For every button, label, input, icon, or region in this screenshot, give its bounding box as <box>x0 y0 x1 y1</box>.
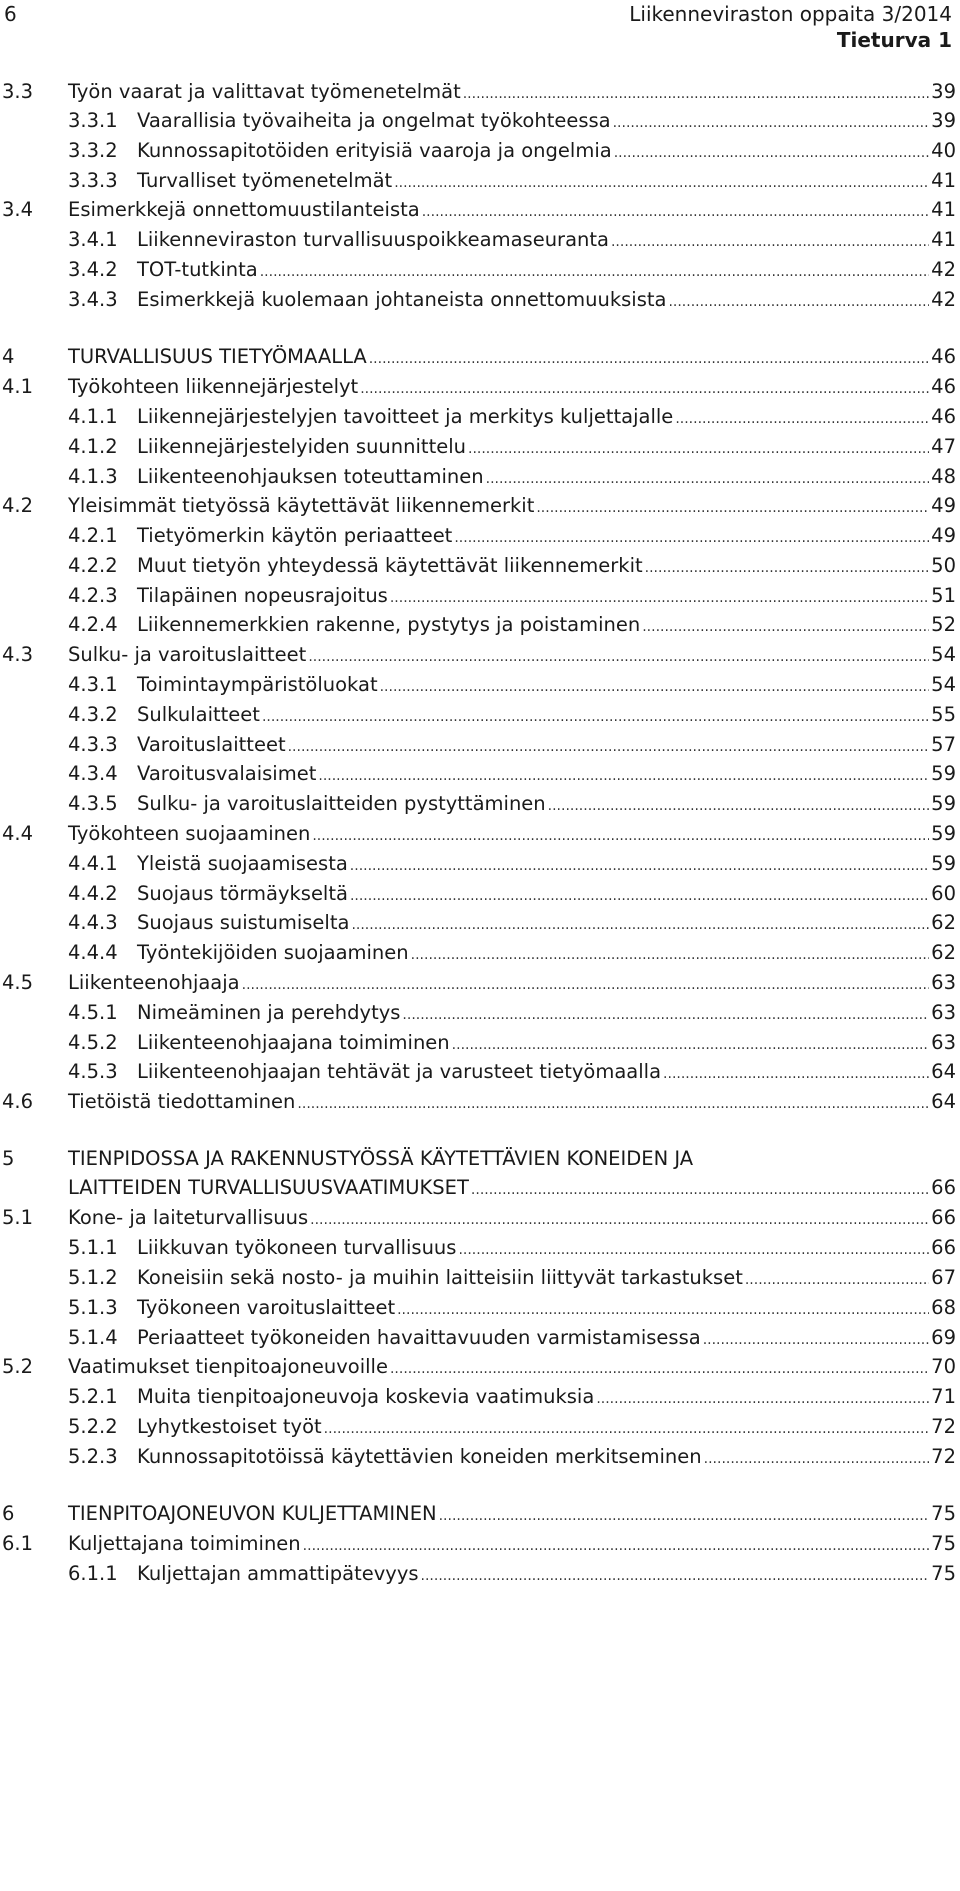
dot-leader <box>452 1037 930 1053</box>
toc-number: 4.4 <box>2 822 34 845</box>
toc-number: 6 <box>2 1502 15 1525</box>
dot-leader <box>468 441 929 457</box>
toc-entry <box>0 345 960 375</box>
toc-title: Sulku- ja varoituslaitteiden pystyttäminen <box>137 792 546 815</box>
dot-leader <box>411 947 930 963</box>
toc-title: Kunnossapitotöiden erityisiä vaaroja ja ongelmia <box>137 139 612 162</box>
dot-leader <box>663 1066 929 1082</box>
toc-title: Nimeäminen ja perehdytys <box>137 1001 401 1024</box>
toc-title: Kone- ja laiteturvallisuus <box>68 1206 309 1229</box>
toc-entry <box>0 762 960 792</box>
toc-page-number: 71 <box>931 1385 956 1408</box>
toc-entry <box>0 494 960 524</box>
toc-entry <box>0 288 960 318</box>
dot-leader <box>312 828 929 844</box>
toc-entry <box>0 1385 960 1415</box>
dot-leader <box>548 798 930 814</box>
dot-leader <box>536 500 929 516</box>
toc-title: Liikenteenohjaajan tehtävät ja varusteet tietyömaalla <box>137 1060 662 1083</box>
dot-leader <box>308 649 929 665</box>
toc-title: Työkohteen suojaaminen <box>68 822 311 845</box>
toc-title: Koneisiin sekä nosto- ja muihin laitteisiin liittyvät tarkastukset <box>137 1266 743 1289</box>
dot-leader <box>350 858 929 874</box>
dot-leader <box>463 86 929 102</box>
toc-page-number: 63 <box>931 971 956 994</box>
toc-entry <box>0 375 960 405</box>
dot-leader <box>642 619 929 635</box>
toc-title: Työkoneen varoituslaitteet <box>137 1296 396 1319</box>
toc-number: 4.5.2 <box>68 1031 118 1054</box>
toc-title: Työkohteen liikennejärjestelyt <box>68 375 359 398</box>
toc-number: 5.2.1 <box>68 1385 118 1408</box>
toc-number: 3.3.1 <box>68 109 118 132</box>
toc-entry <box>0 1001 960 1031</box>
toc-title: Kunnossapitotöissä käytettävien koneiden merkitseminen <box>137 1445 702 1468</box>
toc-title: Liikenteenohjauksen toteuttaminen <box>137 465 484 488</box>
toc-page-number: 75 <box>931 1532 956 1555</box>
toc-number: 3.4.2 <box>68 258 118 281</box>
toc-page-number: 64 <box>931 1060 956 1083</box>
dot-leader <box>262 709 929 725</box>
toc-title: Kuljettajan ammattipätevyys <box>137 1562 419 1585</box>
toc-title: TURVALLISUUS TIETYÖMAALLA <box>68 345 367 368</box>
toc-entry <box>0 911 960 941</box>
toc-number: 3.4 <box>2 198 34 221</box>
toc-title: Muita tienpitoajoneuvoja koskevia vaatimuksia <box>137 1385 595 1408</box>
toc-page-number: 62 <box>931 911 956 934</box>
toc-number: 3.3 <box>2 80 34 103</box>
toc-entry <box>0 1060 960 1090</box>
dot-leader <box>668 294 929 310</box>
toc-title: Sulkulaitteet <box>137 703 260 726</box>
toc-entry <box>0 80 960 110</box>
toc-title: Vaarallisia työvaiheita ja ongelmat työkohteessa <box>137 109 611 132</box>
toc-number: 4.4.1 <box>68 852 118 875</box>
toc-page-number: 75 <box>931 1502 956 1525</box>
publication-title: Liikenneviraston oppaita 3/2014 <box>629 2 952 26</box>
dot-leader <box>675 411 929 427</box>
toc-title: Toimintaympäristöluokat <box>137 673 378 696</box>
toc-entry <box>0 1326 960 1356</box>
toc-entry <box>0 613 960 643</box>
toc-number: 4.3.3 <box>68 733 118 756</box>
toc-number: 5 <box>2 1147 15 1170</box>
toc-title: Liikenneviraston turvallisuuspoikkeamaseuranta <box>137 228 609 251</box>
toc-page-number: 60 <box>931 882 956 905</box>
toc-page-number: 59 <box>931 762 956 785</box>
toc-entry <box>0 198 960 228</box>
toc-title: Sulku- ja varoituslaitteet <box>68 643 307 666</box>
toc-page-number: 66 <box>931 1206 956 1229</box>
toc-number: 4.2.2 <box>68 554 118 577</box>
dot-leader <box>439 1508 930 1524</box>
toc-number: 4.3.5 <box>68 792 118 815</box>
toc-page-number: 63 <box>931 1031 956 1054</box>
toc-number: 4.5.3 <box>68 1060 118 1083</box>
toc-page-number: 42 <box>931 288 956 311</box>
toc-number: 4.2 <box>2 494 34 517</box>
toc-entry <box>0 1415 960 1445</box>
dot-leader <box>704 1451 930 1467</box>
toc-title: Esimerkkejä onnettomuustilanteista <box>68 198 420 221</box>
toc-page-number: 49 <box>931 494 956 517</box>
toc-page-number: 70 <box>931 1355 956 1378</box>
toc-number: 4.3.2 <box>68 703 118 726</box>
toc-title: Tietöistä tiedottaminen <box>68 1090 296 1113</box>
toc-number: 4.4.2 <box>68 882 118 905</box>
toc-title: TIENPITOAJONEUVON KULJETTAMINEN <box>68 1502 437 1525</box>
dot-leader <box>614 145 929 161</box>
toc-title: Tilapäinen nopeusrajoitus <box>137 584 388 607</box>
dot-leader <box>471 1182 929 1198</box>
toc-page-number: 64 <box>931 1090 956 1113</box>
dot-leader <box>369 351 929 367</box>
toc-title: Liikennejärjestelyjen tavoitteet ja merkitys kuljettajalle <box>137 405 674 428</box>
toc-title: Suojaus suistumiselta <box>137 911 350 934</box>
toc-entry <box>0 822 960 852</box>
toc-page-number: 59 <box>931 822 956 845</box>
toc-number: 4.1.2 <box>68 435 118 458</box>
toc-page-number: 49 <box>931 524 956 547</box>
toc-number: 4.3.4 <box>68 762 118 785</box>
toc-number: 3.4.1 <box>68 228 118 251</box>
toc-entry <box>0 971 960 1001</box>
toc-title: Yleistä suojaamisesta <box>137 852 348 875</box>
toc-page-number: 68 <box>931 1296 956 1319</box>
toc-page-number: 48 <box>931 465 956 488</box>
toc-entry <box>0 1532 960 1562</box>
toc-page-number: 62 <box>931 941 956 964</box>
toc-page-number: 46 <box>931 345 956 368</box>
toc-page-number: 59 <box>931 852 956 875</box>
toc-entry <box>0 941 960 971</box>
toc-entry <box>0 1206 960 1236</box>
toc-entry <box>0 139 960 169</box>
dot-leader <box>350 888 929 904</box>
dot-leader <box>596 1391 929 1407</box>
toc-entry <box>0 258 960 288</box>
toc-entry <box>0 584 960 614</box>
toc-title: Suojaus törmäykseltä <box>137 882 348 905</box>
toc-entry <box>0 852 960 882</box>
toc-entry <box>0 1176 960 1206</box>
toc-page-number: 66 <box>931 1176 956 1199</box>
dot-leader <box>613 115 930 131</box>
toc-page-number: 42 <box>931 258 956 281</box>
toc-number: 5.1.3 <box>68 1296 118 1319</box>
toc-number: 4.2.4 <box>68 613 118 636</box>
toc-number: 4.5 <box>2 971 34 994</box>
dot-leader <box>380 679 930 695</box>
toc-entry <box>0 405 960 435</box>
toc-title: Liikenteenohjaaja <box>68 971 240 994</box>
toc-number: 4.6 <box>2 1090 34 1113</box>
toc-title: Turvalliset työmenetelmät <box>137 169 393 192</box>
toc-page-number: 41 <box>931 169 956 192</box>
toc-entry <box>0 1031 960 1061</box>
toc-entry <box>0 524 960 554</box>
toc-page-number: 40 <box>931 139 956 162</box>
toc-entry <box>0 1355 960 1385</box>
toc-entry <box>0 703 960 733</box>
toc-entry <box>0 1445 960 1475</box>
toc-title: Työn vaarat ja valittavat työmenetelmät <box>68 80 461 103</box>
toc-page-number: 69 <box>931 1326 956 1349</box>
toc-page-number: 41 <box>931 228 956 251</box>
toc-entry <box>0 1266 960 1296</box>
toc-page-number: 57 <box>931 733 956 756</box>
toc-page-number: 46 <box>931 405 956 428</box>
toc-title: Liikennejärjestelyiden suunnittelu <box>137 435 466 458</box>
toc-page-number: 59 <box>931 792 956 815</box>
dot-leader <box>454 530 929 546</box>
dot-leader <box>458 1242 929 1258</box>
toc-title: TIENPIDOSSA JA RAKENNUSTYÖSSÄ KÄYTETTÄVIEN KONEIDEN JA <box>68 1147 694 1170</box>
toc-number: 4.3 <box>2 643 34 666</box>
dot-leader <box>421 1568 930 1584</box>
dot-leader <box>486 471 930 487</box>
toc-number: 5.1.2 <box>68 1266 118 1289</box>
toc-page-number: 51 <box>931 584 956 607</box>
toc-page-number: 63 <box>931 1001 956 1024</box>
toc-title: Kuljettajana toimiminen <box>68 1532 301 1555</box>
toc-entry <box>0 673 960 703</box>
toc-entry <box>0 1562 960 1592</box>
page-number: 6 <box>4 2 17 26</box>
toc-page-number: 54 <box>931 643 956 666</box>
toc-title: Periaatteet työkoneiden havaittavuuden varmistamisessa <box>137 1326 701 1349</box>
dot-leader <box>397 1302 929 1318</box>
toc-number: 4 <box>2 345 15 368</box>
toc-page-number: 52 <box>931 613 956 636</box>
publication-subtitle: Tieturva 1 <box>836 28 952 52</box>
toc-entry <box>0 169 960 199</box>
toc-number: 5.2 <box>2 1355 34 1378</box>
toc-title: Työntekijöiden suojaaminen <box>137 941 409 964</box>
toc-number: 5.1 <box>2 1206 34 1229</box>
dot-leader <box>645 560 930 576</box>
toc-page-number: 50 <box>931 554 956 577</box>
toc-title: TOT-tutkinta <box>137 258 258 281</box>
dot-leader <box>422 204 929 220</box>
toc-number: 4.4.3 <box>68 911 118 934</box>
toc-page-number: 39 <box>931 80 956 103</box>
toc-number: 4.1 <box>2 375 34 398</box>
toc-entry <box>0 465 960 495</box>
toc-title: Tietyömerkin käytön periaatteet <box>137 524 453 547</box>
toc-title: Yleisimmät tietyössä käytettävät liikennemerkit <box>68 494 535 517</box>
toc-title: Varoituslaitteet <box>137 733 286 756</box>
toc-entry <box>0 1147 960 1177</box>
toc-number: 4.3.1 <box>68 673 118 696</box>
dot-leader <box>351 917 929 933</box>
dot-leader <box>703 1332 929 1348</box>
toc-number: 4.4.4 <box>68 941 118 964</box>
toc-title: Liikennemerkkien rakenne, pystytys ja poistaminen <box>137 613 641 636</box>
toc-page-number: 75 <box>931 1562 956 1585</box>
toc-number: 5.1.4 <box>68 1326 118 1349</box>
dot-leader <box>260 264 929 280</box>
toc-title: Varoitusvalaisimet <box>137 762 317 785</box>
toc-number: 3.4.3 <box>68 288 118 311</box>
dot-leader <box>390 590 929 606</box>
toc-number: 6.1.1 <box>68 1562 118 1585</box>
toc-number: 4.1.1 <box>68 405 118 428</box>
toc-number: 3.3.2 <box>68 139 118 162</box>
toc-page-number: 39 <box>931 109 956 132</box>
toc-number: 3.3.3 <box>68 169 118 192</box>
toc-number: 4.2.1 <box>68 524 118 547</box>
dot-leader <box>611 234 929 250</box>
dot-leader <box>394 175 929 191</box>
toc-number: 5.2.3 <box>68 1445 118 1468</box>
dot-leader <box>318 768 929 784</box>
toc-number: 4.2.3 <box>68 584 118 607</box>
dot-leader <box>360 381 929 397</box>
toc-page-number: 72 <box>931 1415 956 1438</box>
toc-title: Liikkuvan työkoneen turvallisuus <box>137 1236 457 1259</box>
toc-entry <box>0 1502 960 1532</box>
toc-entry <box>0 228 960 258</box>
toc-page-number: 47 <box>931 435 956 458</box>
toc-page-number: 66 <box>931 1236 956 1259</box>
toc-entry <box>0 643 960 673</box>
toc-page-number: 46 <box>931 375 956 398</box>
toc-title: Muut tietyön yhteydessä käytettävät liikennemerkit <box>137 554 643 577</box>
dot-leader <box>288 739 930 755</box>
toc-entry <box>0 1090 960 1120</box>
toc-number: 4.1.3 <box>68 465 118 488</box>
toc-entry <box>0 1236 960 1266</box>
toc-title: Esimerkkejä kuolemaan johtaneista onnettomuuksista <box>137 288 667 311</box>
toc-title: Lyhytkestoiset työt <box>137 1415 322 1438</box>
dot-leader <box>303 1538 930 1554</box>
dot-leader <box>324 1421 930 1437</box>
toc-title: Liikenteenohjaajana toimiminen <box>137 1031 450 1054</box>
toc-entry <box>0 435 960 465</box>
dot-leader <box>390 1361 929 1377</box>
toc-title: Vaatimukset tienpitoajoneuvoille <box>68 1355 388 1378</box>
toc-page-number: 72 <box>931 1445 956 1468</box>
dot-leader <box>242 977 930 993</box>
dot-leader <box>402 1007 929 1023</box>
toc-number: 4.5.1 <box>68 1001 118 1024</box>
toc-title: LAITTEIDEN TURVALLISUUSVAATIMUKSET <box>68 1176 469 1199</box>
toc-entry <box>0 733 960 763</box>
dot-leader <box>745 1272 929 1288</box>
toc-page-number: 41 <box>931 198 956 221</box>
toc-entry <box>0 792 960 822</box>
toc-page-number: 54 <box>931 673 956 696</box>
dot-leader <box>297 1096 929 1112</box>
toc-page-number: 55 <box>931 703 956 726</box>
toc-page-number: 67 <box>931 1266 956 1289</box>
toc-entry <box>0 882 960 912</box>
toc-number: 6.1 <box>2 1532 34 1555</box>
toc-entry <box>0 109 960 139</box>
toc-entry <box>0 1296 960 1326</box>
toc-entry <box>0 554 960 584</box>
toc-number: 5.2.2 <box>68 1415 118 1438</box>
toc-number: 5.1.1 <box>68 1236 118 1259</box>
dot-leader <box>310 1212 929 1228</box>
